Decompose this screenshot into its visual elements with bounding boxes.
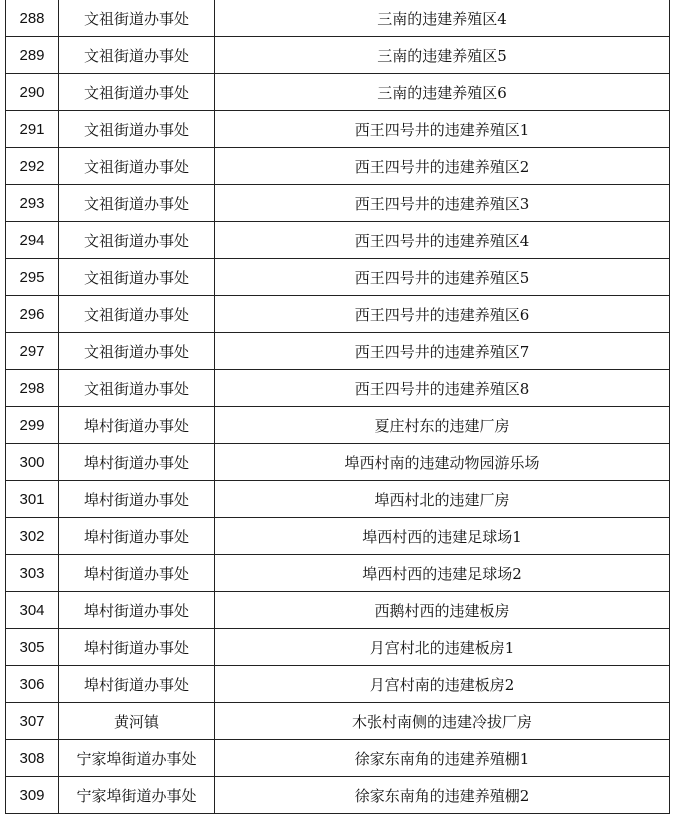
- row-number-cell: 308: [6, 740, 59, 777]
- description-cell: 西王四号井的违建养殖区7: [215, 333, 670, 370]
- table-row: [6, 185, 670, 222]
- row-number-cell: 293: [6, 185, 59, 222]
- table-row: [6, 37, 670, 74]
- table-row: [6, 259, 670, 296]
- unit-cell: 埠村街道办事处: [59, 444, 215, 481]
- unit-cell: 文祖街道办事处: [59, 185, 215, 222]
- row-number-cell: 292: [6, 148, 59, 185]
- table-row: [6, 0, 670, 37]
- description-cell: 西王四号井的违建养殖区1: [215, 111, 670, 148]
- row-number-cell: 305: [6, 629, 59, 666]
- description-cell: 西王四号井的违建养殖区5: [215, 259, 670, 296]
- unit-cell: 文祖街道办事处: [59, 111, 215, 148]
- table-row: [6, 703, 670, 740]
- description-cell: 月宫村北的违建板房1: [215, 629, 670, 666]
- unit-cell: 文祖街道办事处: [59, 222, 215, 259]
- row-number-cell: 306: [6, 666, 59, 703]
- row-number-cell: 295: [6, 259, 59, 296]
- document-table-container: [5, 0, 669, 814]
- unit-cell: 宁家埠街道办事处: [59, 777, 215, 814]
- table-row: [6, 148, 670, 185]
- description-cell: 徐家东南角的违建养殖棚1: [215, 740, 670, 777]
- row-number-cell: 299: [6, 407, 59, 444]
- unit-cell: 文祖街道办事处: [59, 37, 215, 74]
- unit-cell: 文祖街道办事处: [59, 148, 215, 185]
- table-row: [6, 333, 670, 370]
- table-row: [6, 296, 670, 333]
- table-row: [6, 481, 670, 518]
- table-row: [6, 370, 670, 407]
- unit-cell: 埠村街道办事处: [59, 407, 215, 444]
- row-number-cell: 304: [6, 592, 59, 629]
- description-cell: 月宫村南的违建板房2: [215, 666, 670, 703]
- table-row: [6, 444, 670, 481]
- row-number-cell: 297: [6, 333, 59, 370]
- row-number-cell: 290: [6, 74, 59, 111]
- unit-cell: 文祖街道办事处: [59, 370, 215, 407]
- description-cell: 三南的违建养殖区5: [215, 37, 670, 74]
- row-number-cell: 296: [6, 296, 59, 333]
- table-row: [6, 74, 670, 111]
- unit-cell: 埠村街道办事处: [59, 592, 215, 629]
- description-cell: 夏庄村东的违建厂房: [215, 407, 670, 444]
- description-cell: 木张村南侧的违建冷拔厂房: [215, 703, 670, 740]
- row-number-cell: 288: [6, 0, 59, 37]
- unit-cell: 埠村街道办事处: [59, 518, 215, 555]
- unit-cell: 文祖街道办事处: [59, 259, 215, 296]
- unit-cell: 宁家埠街道办事处: [59, 740, 215, 777]
- row-number-cell: 301: [6, 481, 59, 518]
- description-cell: 三南的违建养殖区6: [215, 74, 670, 111]
- table-body: [6, 0, 670, 814]
- table-row: [6, 777, 670, 814]
- table-row: [6, 407, 670, 444]
- description-cell: 西王四号井的违建养殖区2: [215, 148, 670, 185]
- row-number-cell: 294: [6, 222, 59, 259]
- description-cell: 西王四号井的违建养殖区6: [215, 296, 670, 333]
- row-number-cell: 291: [6, 111, 59, 148]
- description-cell: 西王四号井的违建养殖区8: [215, 370, 670, 407]
- table-row: [6, 518, 670, 555]
- row-number-cell: 300: [6, 444, 59, 481]
- unit-cell: 黄河镇: [59, 703, 215, 740]
- table-row: [6, 111, 670, 148]
- row-number-cell: 303: [6, 555, 59, 592]
- unit-cell: 文祖街道办事处: [59, 0, 215, 37]
- description-cell: 三南的违建养殖区4: [215, 0, 670, 37]
- description-cell: 埠西村西的违建足球场1: [215, 518, 670, 555]
- description-cell: 埠西村北的违建厂房: [215, 481, 670, 518]
- unit-cell: 文祖街道办事处: [59, 333, 215, 370]
- table-row: [6, 222, 670, 259]
- description-cell: 西鹅村西的违建板房: [215, 592, 670, 629]
- table-row: [6, 592, 670, 629]
- row-number-cell: 309: [6, 777, 59, 814]
- unit-cell: 文祖街道办事处: [59, 296, 215, 333]
- description-cell: 西王四号井的违建养殖区4: [215, 222, 670, 259]
- unit-cell: 文祖街道办事处: [59, 74, 215, 111]
- description-cell: 埠西村南的违建动物园游乐场: [215, 444, 670, 481]
- row-number-cell: 302: [6, 518, 59, 555]
- table-row: [6, 666, 670, 703]
- unit-cell: 埠村街道办事处: [59, 481, 215, 518]
- unit-cell: 埠村街道办事处: [59, 666, 215, 703]
- table-row: [6, 740, 670, 777]
- table-row: [6, 555, 670, 592]
- violation-list-table: [5, 0, 670, 814]
- table-row: [6, 629, 670, 666]
- unit-cell: 埠村街道办事处: [59, 555, 215, 592]
- description-cell: 徐家东南角的违建养殖棚2: [215, 777, 670, 814]
- description-cell: 埠西村西的违建足球场2: [215, 555, 670, 592]
- row-number-cell: 289: [6, 37, 59, 74]
- row-number-cell: 298: [6, 370, 59, 407]
- row-number-cell: 307: [6, 703, 59, 740]
- description-cell: 西王四号井的违建养殖区3: [215, 185, 670, 222]
- unit-cell: 埠村街道办事处: [59, 629, 215, 666]
